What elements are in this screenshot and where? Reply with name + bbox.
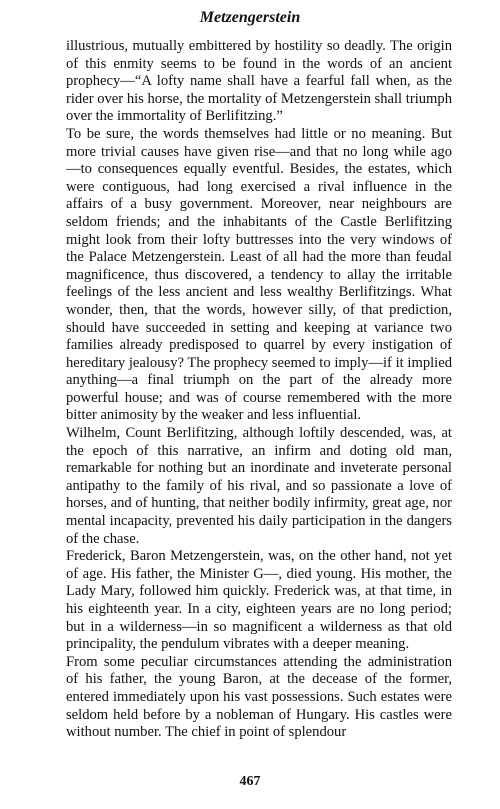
- paragraph-4: Frederick, Baron Metzengerstein, was, on the other hand, not yet of age. His father, the Minister G—, died young. His mother, the Lady Mary, followed him quickly. Frederick was, at that time, in his eighteenth year. In a city, eighteen years are no long period; but in a wilderness—in so magnificent a wilderness as that old principality, the pendulum vibrates with a deeper meaning.: [66, 548, 452, 653]
- page-number: 467: [239, 774, 261, 789]
- paragraph-2: To be sure, the words themselves had little or no meaning. But more trivial causes have given rise—and that no long while ago—to consequences equally eventful. Besides, the estates, which were contiguous, had long exercised a rival influence in the affairs of a busy government. Moreover, near neighbours are seldom friends; and the inhabitants of the Castle Berlifitzing might look from their lofty buttresses into the very windows of the Palace Metzengerstein. Least of all had the more than feudal magnificence, thus discovered, a tendency to allay the irritable feelings of the less ancient and less wealthy Berlifitzings. What wonder, then, that the words, however silly, of that prediction, should have succeeded in setting and keeping at variance two families already predisposed to quarrel by every instigation of hereditary jealousy? The prophecy seemed to imply—if it implied anything—a final triumph on the part of the already more powerful house; and was of course remembered with the more bitter animosity by the weaker and less influential.: [66, 125, 452, 424]
- paragraph-5: From some peculiar circumstances attending the administration of his father, the young Baron, at the decease of the former, entered immediately upon his vast possessions. Such estates were seldom held before by a nobleman of Hungary. His castles were without number. The chief in point of splendour: [66, 653, 452, 741]
- paragraph-3: Wilhelm, Count Berlifitzing, although loftily descended, was, at the epoch of this narrative, an infirm and doting old man, remarkable for nothing but an inordinate and inveterate personal antipathy to the family of his rival, and so passionate a love of horses, and of hunting, that neither bodily infirmity, great age, nor mental incapacity, prevented his daily participation in the dangers of the chase.: [66, 425, 452, 547]
- body-text: [66, 38, 452, 742]
- paragraph-1: illustrious, mutually embittered by hostility so deadly. The origin of this enmity seems to be found in the words of an ancient prophecy—“A lofty name shall have a fearful fall when, as the rider over his horse, the mortality of Metzengerstein shall triumph over the immortality of Berlifitzing.”: [66, 38, 452, 125]
- running-head: Metzengerstein: [199, 9, 301, 26]
